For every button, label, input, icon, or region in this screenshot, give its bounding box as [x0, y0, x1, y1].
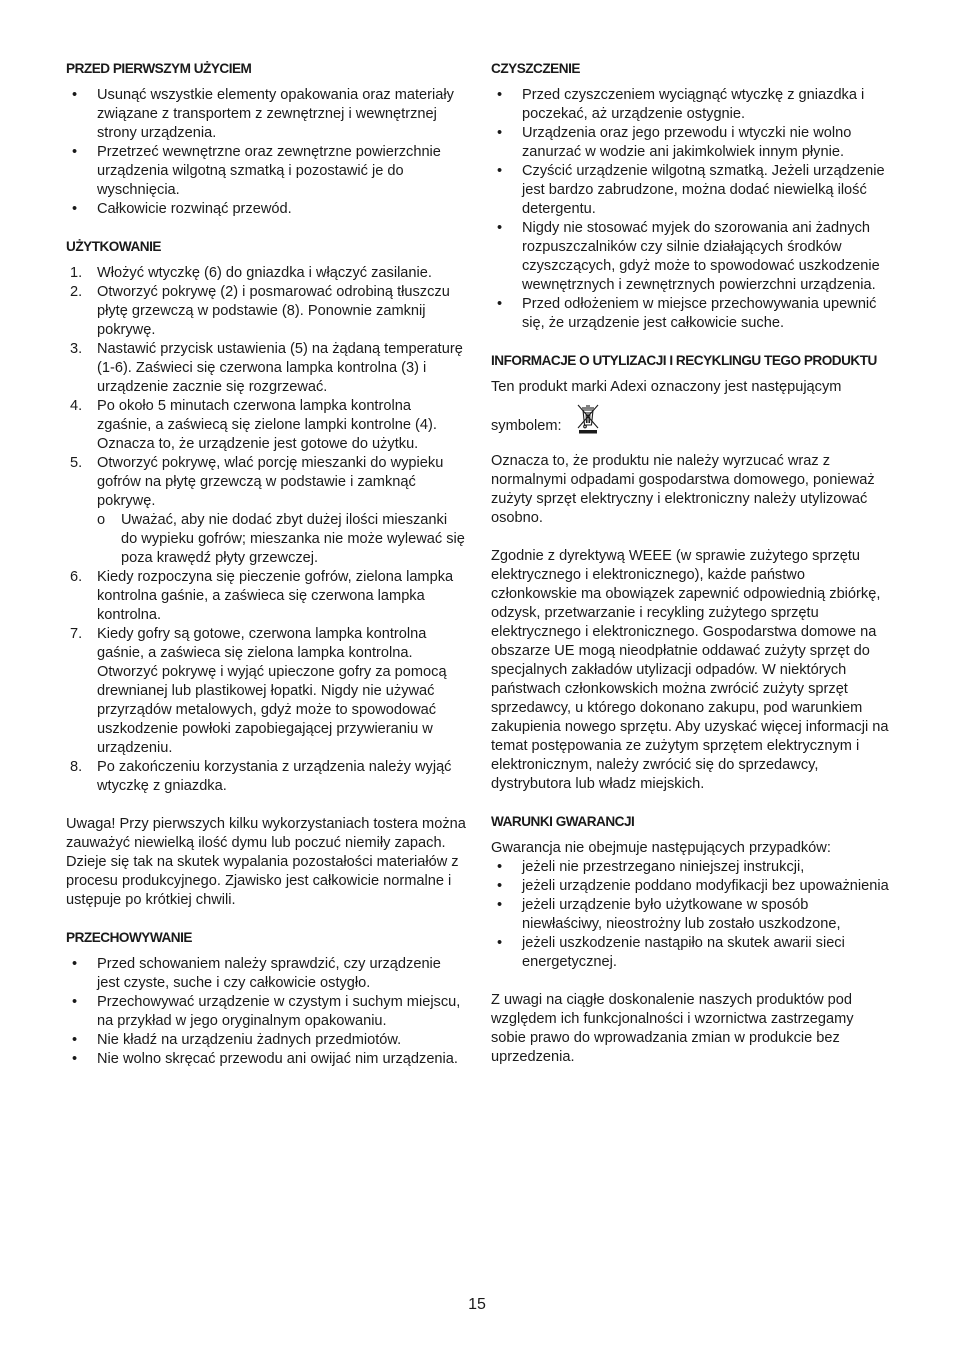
- item-text: Kiedy gofry są gotowe, czerwona lampka kontrolna gaśnie, a zaświeca się zielona lampka kontrolna. Otworzyć pokrywę i wyjąć upieczone gofry za pomocą drewnianej lub plastikowej łopatki. Nigdy nie używać przyrządów metalowych, gdyż może to spowodować uszkodzenie powłoki zapobiegającej przywieraniu w urządzeniu.: [97, 626, 447, 756]
- section-title: PRZED PIERWSZYM UŻYCIEM: [66, 61, 252, 76]
- section-title: CZYSZCZENIE: [491, 61, 580, 76]
- section-storage: [66, 929, 466, 1069]
- item-text: Nastawić przycisk ustawienia (5) na żądaną temperaturę (1-6). Zaświeci się czerwona lampka kontrolna (3) i urządzenie zacznie się rozgrzewać.: [97, 341, 463, 395]
- list-item: [66, 758, 466, 796]
- item-number: 1.: [70, 265, 83, 281]
- item-text: Włożyć wtyczkę (6) do gniazdka i włączyć zasilanie.: [97, 265, 432, 281]
- item-number: 8.: [70, 759, 83, 775]
- list-item: [66, 625, 466, 758]
- item-number: 4.: [70, 398, 83, 414]
- list-item: • Nigdy nie stosować myjek do szorowania ani żadnych rozpuszczalników czy silnie działających środków czyszczących, gdyż może to spowodować uszkodzenie wewnętrznych i zewnętrznych powierzchni urządzenia.: [491, 219, 891, 295]
- disposal-intro: Ten produkt marki Adexi oznaczony jest następującym: [491, 379, 842, 395]
- bullet-list: [491, 858, 891, 972]
- list-item: • Przed odłożeniem w miejsce przechowywania upewnić się, że urządzenie jest całkowicie suche.: [491, 295, 891, 333]
- bullet-list: [491, 86, 891, 333]
- list-item: • Czyścić urządzenie wilgotną szmatką. Jeżeli urządzenie jest bardzo zabrudzone, można dodać niewielką ilość detergentu.: [491, 162, 891, 219]
- section-title: UŻYTKOWANIE: [66, 239, 161, 254]
- list-item: • Przetrzeć wewnętrzne oraz zewnętrzne powierzchnie urządzenia wilgotną szmatką i pozostawić je do wyschnięcia.: [66, 143, 466, 200]
- list-item: • Usunąć wszystkie elementy opakowania oraz materiały związane z transportem z zewnętrznej i wewnętrznej strony urządzenia.: [66, 86, 466, 143]
- item-number: 5.: [70, 455, 83, 471]
- list-item: [66, 283, 466, 340]
- section-title: PRZECHOWYWANIE: [66, 930, 192, 945]
- item-text: Po około 5 minutach czerwona lampka kontrolna zgaśnie, a zaświecą się zielone lampki kontrolne (4). Oznacza to, że urządzenie jest gotowe do użytku.: [97, 398, 437, 452]
- section-first-use: [66, 60, 466, 219]
- item-text: Po zakończeniu korzystania z urządzenia należy wyjąć wtyczkę z gniazdka.: [97, 759, 452, 794]
- list-item: [66, 568, 466, 625]
- item-number: 2.: [70, 284, 83, 300]
- list-item: • jeżeli uszkodzenie nastąpiło na skutek awarii sieci energetycznej.: [491, 934, 891, 972]
- list-item: • Urządzenia oraz jego przewodu i wtyczki nie wolno zanurzać w wodzie ani jakimkolwiek innym płynie.: [491, 124, 891, 162]
- disposal-paragraph-1: Oznacza to, że produktu nie należy wyrzucać wraz z normalnymi odpadami gospodarstwa domowego, ponieważ zużyty sprzęt elektryczny i elektroniczny należy utylizować osobno.: [491, 453, 875, 526]
- page-number: 15: [468, 1296, 486, 1313]
- list-item: • Przechowywać urządzenie w czystym i suchym miejscu, na przykład w jego oryginalnym opakowaniu.: [66, 993, 466, 1031]
- warranty-intro: Gwarancja nie obejmuje następujących przypadków:: [491, 840, 831, 856]
- sub-list-item: o Uważać, aby nie dodać zbyt dużej ilości mieszanki do wypieku gofrów; mieszanka nie może wylewać się poza krawędź płyty grzewczej.: [97, 511, 466, 568]
- symbol-label: symbolem:: [491, 418, 562, 434]
- section-usage: [66, 238, 466, 796]
- list-item: • Przed czyszczeniem wyciągnąć wtyczkę z gniazdka i poczekać, aż urządzenie ostygnie.: [491, 86, 891, 124]
- weee-crossed-bin-icon: [575, 401, 601, 435]
- section-title: INFORMACJE O UTYLIZACJI I RECYKLINGU TEGO PRODUKTU: [491, 353, 877, 368]
- list-item: [66, 397, 466, 454]
- list-item: [66, 454, 466, 568]
- disposal-paragraph-2: Zgodnie z dyrektywą WEEE (w sprawie zużytego sprzętu elektrycznego i elektronicznego), każde państwo członkowskie ma obowiązek zapewnić odpowiednią zbiórkę, odzysk, przetwarzanie i recykling zużytego sprzętu elektrycznego i elektronicznego. Gospodarstwa domowe na obszarze UE mogą nieodpłatnie oddawać zużyty sprzęt do specjalnych zakładów utylizacji odpadów. W niektórych państwach członkowskich można zwrócić zużyty sprzęt sprzedawcy, u którego dokonano zakupu, pod warunkiem zakupienia nowego sprzętu. Aby uzyskać więcej informacji na temat postępowania ze zużytym sprzętem elektrycznym i elektronicznym, należy zwrócić się do sprzedawcy, dystrybutora lub władz miejskich.: [491, 548, 889, 792]
- item-text: Otworzyć pokrywę (2) i posmarować odrobiną tłuszczu płytę grzewczą w podstawie (8). Ponownie zamknij pokrywę.: [97, 284, 450, 338]
- usage-note: Uwaga! Przy pierwszych kilku wykorzystaniach tostera można zauważyć niewielką ilość dymu lub poczuć niemiły zapach. Dzieje się tak na skutek wypalania pozostałości materiałów z procesu produkcyjnego. Zjawisko jest całkowicie normalne i ustępuje po krótkiej chwili.: [66, 816, 466, 908]
- list-item: • jeżeli urządzenie było użytkowane w sposób niewłaściwy, nieostrożny lub zostało uszkodzone,: [491, 896, 891, 934]
- list-item: • Całkowicie rozwinąć przewód.: [66, 200, 466, 219]
- list-item: • Nie kładź na urządzeniu żadnych przedmiotów.: [66, 1031, 466, 1050]
- list-item: [66, 264, 466, 283]
- list-item: • jeżeli urządzenie poddano modyfikacji bez upoważnienia: [491, 877, 891, 896]
- item-number: 7.: [70, 626, 83, 642]
- left-column: [66, 60, 466, 1088]
- list-item: • jeżeli nie przestrzegano niniejszej instrukcji,: [491, 858, 891, 877]
- warranty-closing: Z uwagi na ciągłe doskonalenie naszych produktów pod względem ich funkcjonalności i wzornictwa zastrzegamy sobie prawo do wprowadzania zmian w produkcie bez uprzedzenia.: [491, 992, 854, 1065]
- symbol-line: [491, 405, 891, 433]
- list-item: • Przed schowaniem należy sprawdzić, czy urządzenie jest czyste, suche i czy całkowicie ostygło.: [66, 955, 466, 993]
- item-text: Otworzyć pokrywę, wlać porcję mieszanki do wypieku gofrów na płytę grzewczą w podstawie i zamknąć pokrywę.: [97, 455, 444, 509]
- list-item: [66, 340, 466, 397]
- list-item: • Nie wolno skręcać przewodu ani owijać nim urządzenia.: [66, 1050, 466, 1069]
- numbered-list: [66, 264, 466, 796]
- section-warranty: [491, 813, 891, 1067]
- section-title: WARUNKI GWARANCJI: [491, 814, 635, 829]
- section-disposal: [491, 352, 891, 794]
- bullet-list: [66, 955, 466, 1069]
- item-number: 6.: [70, 569, 83, 585]
- section-cleaning: [491, 60, 891, 333]
- bullet-list: [66, 86, 466, 219]
- right-column: [491, 60, 891, 1086]
- item-number: 3.: [70, 341, 83, 357]
- sub-list: [97, 511, 466, 568]
- item-text: Kiedy rozpoczyna się pieczenie gofrów, zielona lampka kontrolna gaśnie, a zaświeca się czerwona lampka kontrolna.: [97, 569, 454, 623]
